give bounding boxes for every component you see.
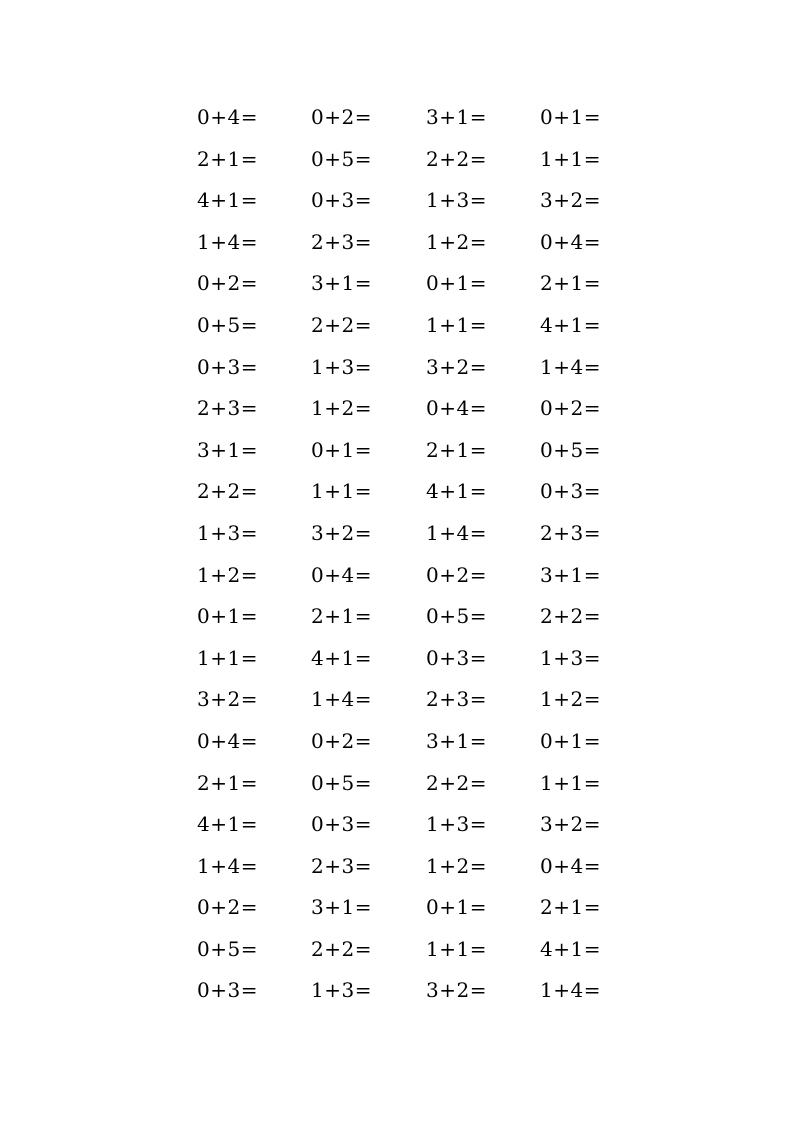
addition-problem: 0+2= <box>311 105 372 129</box>
problem-row <box>197 97 617 139</box>
addition-problem: 0+3= <box>426 645 487 670</box>
problem-row <box>197 305 617 347</box>
addition-problem: 0+5= <box>311 146 372 171</box>
addition-problem: 1+4= <box>426 520 487 545</box>
addition-problem: 1+3= <box>426 188 487 213</box>
problem-row <box>197 180 617 222</box>
addition-problem: 1+3= <box>311 354 372 379</box>
addition-problem: 1+1= <box>197 645 258 670</box>
addition-problem: 3+2= <box>426 354 487 379</box>
addition-problem: 3+1= <box>426 105 487 129</box>
addition-problem: 2+2= <box>311 312 372 337</box>
addition-problem: 0+5= <box>311 770 372 795</box>
addition-problem: 1+3= <box>426 812 487 837</box>
addition-problem: 3+1= <box>540 562 601 587</box>
addition-problem: 1+2= <box>426 853 487 878</box>
problem-row <box>197 513 617 555</box>
problem-row <box>197 929 617 971</box>
addition-problem: 3+1= <box>426 728 487 753</box>
addition-problem: 3+1= <box>311 271 372 296</box>
addition-problem: 3+1= <box>311 895 372 920</box>
addition-problem: 1+1= <box>426 936 487 961</box>
addition-problem: 0+4= <box>197 728 258 753</box>
addition-problem: 3+1= <box>197 437 258 462</box>
addition-problem: 0+4= <box>426 396 487 421</box>
addition-problem: 1+4= <box>197 229 258 254</box>
addition-problem: 0+3= <box>311 812 372 837</box>
problem-row <box>197 263 617 305</box>
addition-problem: 3+2= <box>426 978 487 1003</box>
problem-row <box>197 887 617 929</box>
addition-problem: 0+4= <box>540 853 601 878</box>
addition-problem: 2+2= <box>540 604 601 629</box>
addition-problem: 0+5= <box>426 604 487 629</box>
problem-row <box>197 139 617 181</box>
addition-problem: 0+1= <box>197 604 258 629</box>
addition-problem: 0+2= <box>540 396 601 421</box>
addition-problem: 1+2= <box>540 687 601 712</box>
addition-problem: 1+1= <box>540 146 601 171</box>
addition-problem: 4+1= <box>540 312 601 337</box>
addition-problem: 2+3= <box>197 396 258 421</box>
addition-problem: 0+1= <box>540 728 601 753</box>
addition-problem: 0+5= <box>197 312 258 337</box>
addition-problem: 0+3= <box>197 354 258 379</box>
addition-problem: 2+3= <box>311 853 372 878</box>
problem-row <box>197 763 617 805</box>
addition-problem: 0+4= <box>197 105 258 129</box>
problem-row <box>197 638 617 680</box>
addition-problem: 1+4= <box>540 354 601 379</box>
addition-problem: 3+2= <box>540 812 601 837</box>
addition-problem: 4+1= <box>197 188 258 213</box>
addition-problem: 3+2= <box>311 520 372 545</box>
addition-problem: 2+2= <box>311 936 372 961</box>
addition-problem: 1+2= <box>311 396 372 421</box>
addition-problem: 4+1= <box>311 645 372 670</box>
addition-problem: 1+1= <box>311 479 372 504</box>
addition-problem: 1+3= <box>540 645 601 670</box>
addition-problem: 0+1= <box>540 105 601 129</box>
addition-problem: 0+4= <box>311 562 372 587</box>
problem-row <box>197 222 617 264</box>
addition-problem: 2+1= <box>540 895 601 920</box>
addition-problem: 1+4= <box>540 978 601 1003</box>
addition-problem: 2+2= <box>426 770 487 795</box>
addition-problem: 1+2= <box>426 229 487 254</box>
addition-problem: 2+1= <box>426 437 487 462</box>
addition-problem: 2+3= <box>311 229 372 254</box>
addition-problem: 1+4= <box>311 687 372 712</box>
addition-problem: 1+3= <box>197 520 258 545</box>
addition-problem: 0+2= <box>197 271 258 296</box>
addition-problem: 0+4= <box>540 229 601 254</box>
addition-problem: 3+2= <box>540 188 601 213</box>
problem-row <box>197 555 617 597</box>
addition-problem: 0+2= <box>426 562 487 587</box>
addition-problem: 0+3= <box>540 479 601 504</box>
addition-problem-grid <box>197 97 617 1012</box>
addition-problem: 0+1= <box>426 271 487 296</box>
problem-row <box>197 596 617 638</box>
problem-row <box>197 970 617 1012</box>
addition-problem: 0+3= <box>311 188 372 213</box>
addition-problem: 2+2= <box>197 479 258 504</box>
addition-problem: 0+2= <box>311 728 372 753</box>
addition-problem: 0+2= <box>197 895 258 920</box>
problem-row <box>197 430 617 472</box>
problem-row <box>197 846 617 888</box>
addition-problem: 4+1= <box>540 936 601 961</box>
addition-problem: 1+1= <box>540 770 601 795</box>
addition-problem: 4+1= <box>197 812 258 837</box>
problem-row <box>197 804 617 846</box>
addition-problem: 2+1= <box>197 146 258 171</box>
addition-problem: 1+3= <box>311 978 372 1003</box>
addition-problem: 0+1= <box>311 437 372 462</box>
problem-row <box>197 388 617 430</box>
addition-problem: 1+2= <box>197 562 258 587</box>
addition-problem: 1+4= <box>197 853 258 878</box>
addition-problem: 2+1= <box>197 770 258 795</box>
addition-problem: 0+5= <box>540 437 601 462</box>
problem-row <box>197 471 617 513</box>
addition-problem: 3+2= <box>197 687 258 712</box>
addition-problem: 0+1= <box>426 895 487 920</box>
problem-row <box>197 679 617 721</box>
addition-problem: 0+3= <box>197 978 258 1003</box>
problem-row <box>197 347 617 389</box>
addition-problem: 4+1= <box>426 479 487 504</box>
addition-problem: 2+1= <box>540 271 601 296</box>
addition-problem: 2+1= <box>311 604 372 629</box>
addition-problem: 2+3= <box>426 687 487 712</box>
addition-problem: 2+2= <box>426 146 487 171</box>
problem-row <box>197 721 617 763</box>
addition-problem: 0+5= <box>197 936 258 961</box>
addition-problem: 1+1= <box>426 312 487 337</box>
addition-problem: 2+3= <box>540 520 601 545</box>
